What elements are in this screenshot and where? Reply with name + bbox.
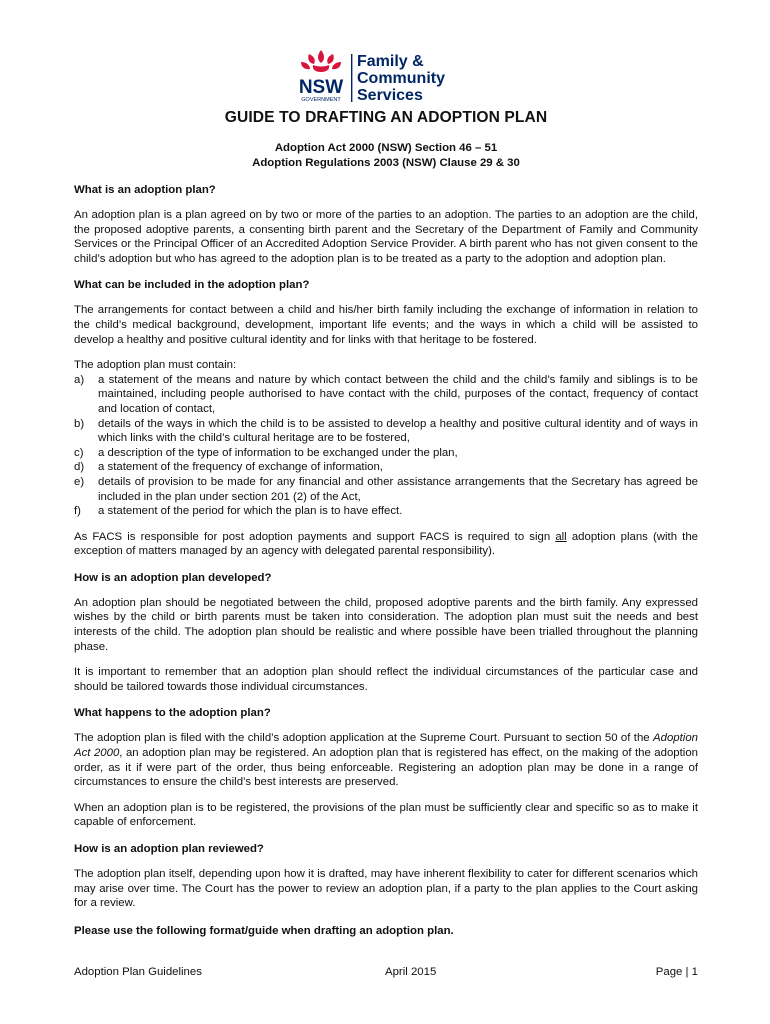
nsw-fcs-logo: [295, 48, 475, 104]
footer-document-name: Adoption Plan Guidelines: [74, 966, 202, 978]
list-item: f) a statement of the period for which the plan is to have effect.: [74, 505, 403, 518]
logo-nsw-text: NSW: [298, 77, 344, 98]
section-heading: What is an adoption plan?: [74, 184, 216, 196]
logo-government-text: GOVERNMENT: [301, 97, 341, 103]
paragraph: When an adoption plan is to be registered, the provisions of the plan must be sufficiently clear and specific so as to make it capable of enforcement.: [74, 801, 698, 829]
section-heading: How is an adoption plan reviewed?: [74, 843, 264, 855]
paragraph: The arrangements for contact between a child and his/her birth family including the exchange of information in relation to the child’s medical background, development, important life events; and the ways in which a child will be assisted to develop a healthy and positive cultural identity and for links with that heritage to be fostered.: [74, 304, 698, 346]
logo-line3: Services: [357, 87, 423, 104]
list-item: e) details of provision to be made for any financial and other assistance arrangements that the Secretary has agreed be included in the plan under section 201 (2) of the Act,: [74, 475, 698, 503]
subtitle-act: Adoption Act 2000 (NSW) Section 46 – 51: [274, 142, 498, 154]
paragraph: It is important to remember that an adoption plan should reflect the individual circumstances of the particular case and should be tailored towards those individual circumstances.: [74, 666, 698, 693]
requirements-list: [74, 373, 698, 519]
paragraph: The adoption plan is filed with the child’s adoption application at the Supreme Court. Pursuant to section 50 of the Adoption Act 2000, an adoption plan may be registered. An adoption plan that is registered has effect, on the making of the adoption order, as it if were part of the order, thus being enforceable. Registering an adoption plan may be done in a range of circumstances to ensure the child’s best interests are preserved.: [74, 732, 698, 789]
closing-instruction: Please use the following format/guide when drafting an adoption plan.: [74, 924, 454, 937]
logo-divider: [351, 54, 352, 102]
logo-line1: Family &: [357, 53, 424, 70]
document-body: [74, 108, 698, 939]
facs-signing-paragraph: As FACS is responsible for post adoption payments and support FACS is required to sign all adoption plans (with the exception of matters managed by an agency with delegated parental responsibility).: [74, 530, 698, 558]
page-title: GUIDE TO DRAFTING AN ADOPTION PLAN: [224, 109, 548, 126]
paragraph: The adoption plan itself, depending upon how it is drafted, may have inherent flexibility to cater for different scenarios which may arise over time. The Court has the power to review an adoption plan, if a party to the plan applies to the Court asking for a review.: [74, 868, 698, 910]
section-heading: How is an adoption plan developed?: [74, 571, 272, 584]
waratah-icon: [301, 50, 341, 72]
list-intro: The adoption plan must contain:: [74, 359, 237, 372]
footer-page-number: Page | 1: [655, 966, 698, 978]
paragraph: An adoption plan is a plan agreed on by two or more of the parties to an adoption. The parties to an adoption are the child, the proposed adoptive parents, a consenting birth parent and the Secretary of the Department of Family and Community Services or the Principal Officer of an Accredited Adoption Service Provider. A birth parent who has not given consent to the child’s adoption but who has agreed to the adoption plan is to be treated as a party to the adoption and adoption plan.: [74, 209, 698, 265]
subtitle-regulations: Adoption Regulations 2003 (NSW) Clause 29 & 30: [252, 157, 520, 169]
logo-line2: Community: [357, 70, 445, 87]
paragraph: An adoption plan should be negotiated between the child, proposed adoptive parents and the birth family. Any expressed wishes by the child or birth parents must be taken into consideration. The adoption plan must suit the needs and best interests of the child. The adoption plan should be realistic and where possible have been trialled throughout the planning phase.: [74, 596, 698, 653]
list-item: d) a statement of the frequency of exchange of information,: [74, 461, 383, 474]
legislation-references: [74, 141, 698, 171]
section-heading: What can be included in the adoption plan?: [74, 279, 310, 292]
list-item: a) a statement of the means and nature by which contact between the child and the child’s family and siblings is to be maintained, including people authorised to have contact with the child, purposes of the contact, frequency of contact and location of contact,: [74, 373, 698, 415]
list-item: b) details of the ways in which the child is to be assisted to develop a healthy and positive cultural identity and of ways in which links with the child’s cultural heritage are to be fostered,: [74, 417, 698, 445]
footer-date: April 2015: [385, 966, 437, 978]
section-heading: What happens to the adoption plan?: [74, 707, 271, 720]
list-item: c) a description of the type of information to be exchanged under the plan,: [74, 446, 458, 459]
